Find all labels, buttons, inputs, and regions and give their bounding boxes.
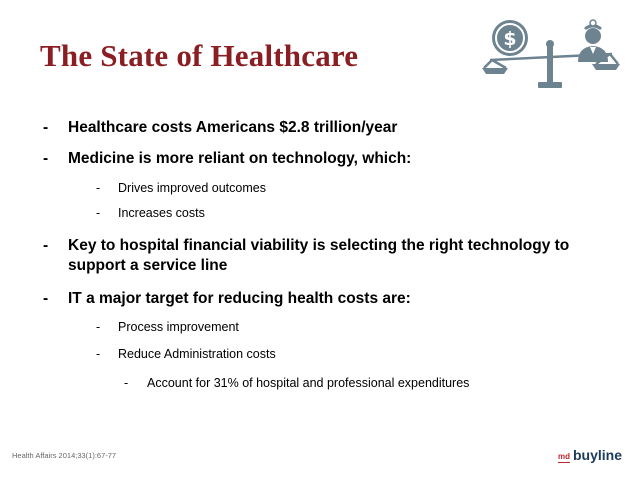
mdbuyline-logo bbox=[558, 445, 622, 463]
bullet-item bbox=[43, 236, 570, 256]
bullet-dash: - bbox=[96, 347, 101, 361]
bullet-text: Drives improved outcomes bbox=[118, 181, 266, 195]
bullet-dash: - bbox=[124, 376, 129, 390]
bullet-dash: - bbox=[43, 119, 49, 136]
bullet-item bbox=[43, 289, 411, 309]
bullet-item bbox=[96, 346, 276, 362]
bullet-text: Healthcare costs Americans $2.8 trillion/year bbox=[68, 119, 398, 136]
bullet-item bbox=[43, 149, 412, 169]
bullet-item bbox=[43, 118, 398, 138]
bullet-text: Reduce Administration costs bbox=[118, 347, 276, 361]
bullet-dash: - bbox=[96, 320, 101, 334]
bullet-text: Account for 31% of hospital and professional expenditures bbox=[147, 376, 470, 390]
bullet-item bbox=[124, 375, 470, 391]
source-citation: Health Affairs 2014;33(1):67-77 bbox=[12, 451, 117, 460]
bullet-text: support a service line bbox=[68, 257, 228, 274]
bullet-text: Key to hospital financial viability is selecting the right technology to bbox=[68, 237, 570, 254]
slide-title: The State of Healthcare bbox=[40, 38, 359, 73]
bullet-dash: - bbox=[43, 150, 49, 167]
bullet-dash: - bbox=[96, 181, 101, 195]
logo-name: buyline bbox=[573, 447, 623, 463]
bullet-dash: - bbox=[43, 290, 49, 307]
bullet-text: IT a major target for reducing health costs are: bbox=[68, 290, 411, 307]
logo-prefix: md bbox=[558, 452, 570, 461]
bullet-item bbox=[96, 180, 266, 196]
bullet-item bbox=[96, 319, 239, 335]
bullet-text: Medicine is more reliant on technology, which: bbox=[68, 150, 412, 167]
bullet-item bbox=[96, 205, 205, 221]
bullet-dash: - bbox=[96, 206, 101, 220]
bullet-continuation bbox=[68, 256, 227, 276]
bullet-text: Process improvement bbox=[118, 320, 239, 334]
bullet-text: Increases costs bbox=[118, 206, 205, 220]
svg-text:$: $ bbox=[503, 28, 517, 50]
bullet-dash: - bbox=[43, 237, 49, 254]
